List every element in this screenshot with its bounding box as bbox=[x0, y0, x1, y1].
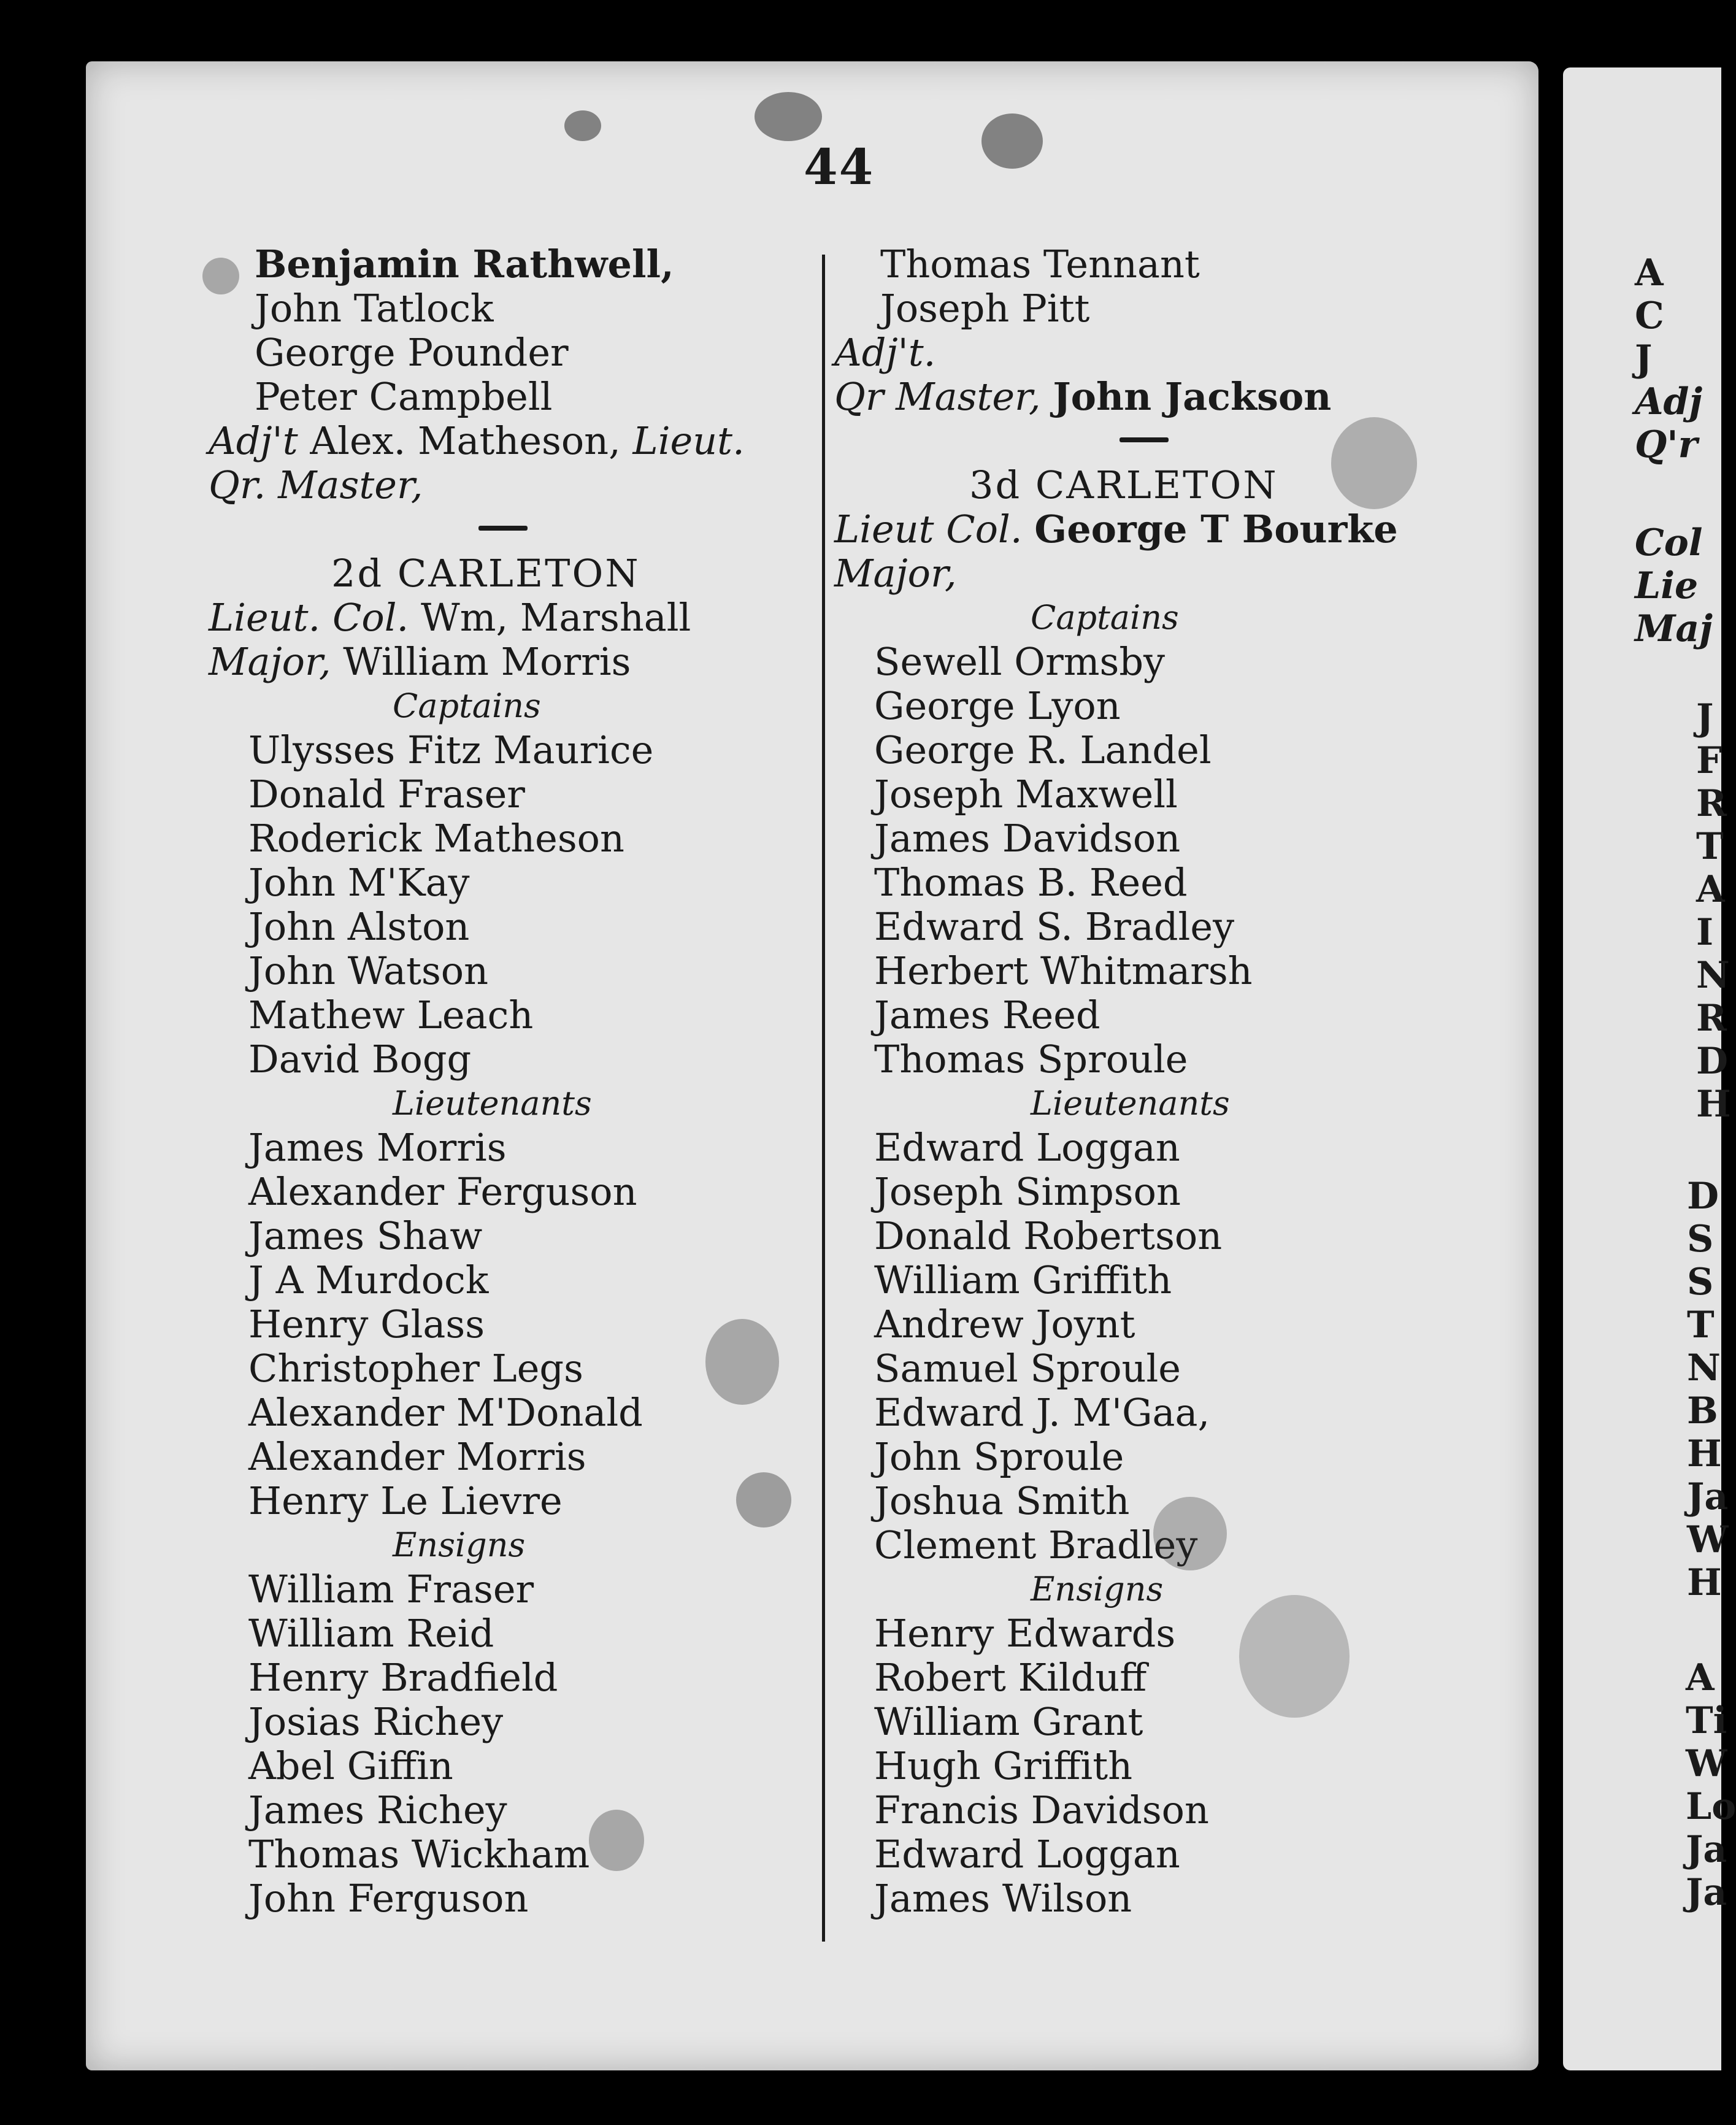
adjacent-fragment: Ja bbox=[1686, 1828, 1727, 1871]
name-line: Joseph Pitt bbox=[880, 286, 1090, 331]
captain-name: John Watson bbox=[248, 948, 489, 993]
lieutenant-name: Henry Glass bbox=[248, 1302, 485, 1347]
ensign-name: Francis Davidson bbox=[874, 1788, 1209, 1832]
ensign-name: John Ferguson bbox=[248, 1876, 529, 1921]
ensigns-heading: Ensigns bbox=[1031, 1570, 1164, 1608]
adjutant-line bbox=[209, 419, 797, 463]
ensign-name: Josias Richey bbox=[248, 1699, 504, 1744]
lieutenant-name: Alexander Morris bbox=[248, 1434, 586, 1479]
lieutenant-name: J A Murdock bbox=[248, 1258, 489, 1302]
captain-name: Donald Fraser bbox=[248, 772, 525, 817]
adjacent-fragment: W bbox=[1687, 1518, 1729, 1561]
adjacent-fragment: D bbox=[1687, 1175, 1719, 1218]
stain bbox=[736, 1472, 791, 1527]
adjacent-fragment: J bbox=[1696, 696, 1714, 739]
ensign-name: Thomas Wickham bbox=[248, 1832, 590, 1877]
adjacent-fragment: T bbox=[1687, 1304, 1715, 1347]
adjutant-rank: Lieut. bbox=[632, 418, 745, 463]
stain bbox=[1153, 1497, 1227, 1570]
left-column bbox=[209, 242, 797, 1921]
lieutenant-name: Donald Robertson bbox=[874, 1213, 1223, 1258]
adjacent-fragment: J bbox=[1635, 337, 1653, 380]
adjacent-fragment: N bbox=[1687, 1347, 1721, 1389]
lieutenant-colonel-label: Lieut Col. bbox=[834, 507, 1023, 551]
adjacent-fragment: A bbox=[1686, 1656, 1715, 1699]
adjacent-fragment: H bbox=[1687, 1561, 1722, 1604]
quartermaster-line bbox=[834, 375, 1448, 419]
captain-name: John M'Kay bbox=[248, 860, 470, 905]
adjacent-fragment: T bbox=[1696, 825, 1724, 868]
lieutenant-colonel-line bbox=[834, 507, 1448, 551]
adjacent-fragment: A bbox=[1696, 868, 1725, 911]
stain bbox=[981, 113, 1043, 169]
lieutenants-heading: Lieutenants bbox=[1031, 1084, 1230, 1123]
stain bbox=[705, 1319, 779, 1405]
captain-name: Thomas B. Reed bbox=[874, 860, 1188, 905]
captain-name: George Lyon bbox=[874, 683, 1121, 728]
lieutenant-name: John Sproule bbox=[874, 1434, 1124, 1479]
captain-name: Joseph Maxwell bbox=[874, 772, 1178, 817]
lieutenant-name: Alexander M'Donald bbox=[248, 1390, 643, 1435]
name-line: Thomas Tennant bbox=[880, 242, 1200, 286]
quartermaster-label: Qr Master, bbox=[834, 374, 1041, 419]
adjacent-fragment: H bbox=[1696, 1083, 1731, 1126]
adjacent-fragment: A bbox=[1635, 252, 1664, 294]
ensign-name: Henry Edwards bbox=[874, 1611, 1176, 1656]
major-name: William Morris bbox=[343, 639, 631, 684]
ensign-name: William Reid bbox=[248, 1611, 494, 1656]
captain-name: John Alston bbox=[248, 904, 470, 949]
lieutenant-name: Edward J. M'Gaa, bbox=[874, 1390, 1210, 1435]
regiment-heading: 2d CARLETON bbox=[331, 551, 640, 596]
lieutenant-name: Andrew Joynt bbox=[874, 1302, 1135, 1347]
name-line: John Tatlock bbox=[255, 286, 494, 331]
adjacent-fragment: Ja bbox=[1687, 1475, 1729, 1518]
adjutant-label: Adj't. bbox=[834, 330, 936, 375]
adjacent-fragment: Lo bbox=[1686, 1785, 1736, 1828]
captain-name: Mathew Leach bbox=[248, 993, 534, 1037]
quartermaster-name: John Jackson bbox=[1053, 374, 1332, 419]
name-line: Benjamin Rathwell, bbox=[255, 242, 674, 286]
adjacent-fragment: B bbox=[1687, 1389, 1718, 1432]
stain bbox=[1331, 417, 1417, 509]
adjacent-fragment: R bbox=[1696, 782, 1727, 825]
captain-name: Edward S. Bradley bbox=[874, 904, 1235, 949]
stain bbox=[564, 110, 601, 141]
captains-heading: Captains bbox=[393, 686, 541, 725]
captain-name: Thomas Sproule bbox=[874, 1037, 1188, 1082]
captains-heading: Captains bbox=[1031, 598, 1179, 637]
major-line bbox=[209, 640, 797, 684]
adjutant-name: Alex. Matheson, bbox=[310, 418, 621, 463]
lieutenant-name: Samuel Sproule bbox=[874, 1346, 1181, 1391]
captain-name: David Bogg bbox=[248, 1037, 472, 1082]
ensign-name: James Wilson bbox=[874, 1876, 1132, 1921]
adjacent-fragment: R bbox=[1696, 997, 1727, 1040]
lieutenant-name: Clement Bradley bbox=[874, 1523, 1198, 1567]
lieutenant-name: Christopher Legs bbox=[248, 1346, 583, 1391]
name-line: George Pounder bbox=[255, 330, 569, 375]
adjacent-fragment: Adj bbox=[1635, 380, 1703, 423]
captain-name: Sewell Ormsby bbox=[874, 639, 1166, 684]
ensign-name: Hugh Griffith bbox=[874, 1743, 1133, 1788]
adjacent-fragment: S bbox=[1687, 1261, 1714, 1304]
captain-name: Ulysses Fitz Maurice bbox=[248, 728, 654, 772]
captain-name: George R. Landel bbox=[874, 728, 1212, 772]
lieutenant-colonel-label: Lieut. Col. bbox=[209, 595, 409, 640]
stain bbox=[202, 258, 239, 294]
major-label: Major, bbox=[209, 639, 331, 684]
stain bbox=[1239, 1595, 1350, 1718]
lieutenant-name: William Griffith bbox=[874, 1258, 1172, 1302]
lieutenants-heading: Lieutenants bbox=[393, 1084, 592, 1123]
captain-name: James Reed bbox=[874, 993, 1100, 1037]
adjacent-fragment: Maj bbox=[1635, 607, 1713, 650]
ensign-name: Abel Giffin bbox=[248, 1743, 453, 1788]
regiment-heading: 3d CARLETON bbox=[969, 463, 1278, 507]
lieutenant-name: Joseph Simpson bbox=[874, 1169, 1181, 1214]
section-separator bbox=[209, 507, 797, 551]
adjacent-fragment: D bbox=[1696, 1040, 1729, 1083]
adjacent-fragment: Col bbox=[1635, 521, 1703, 564]
ensign-name: William Fraser bbox=[248, 1567, 534, 1612]
adjacent-fragment: F bbox=[1696, 739, 1723, 782]
captain-name: Roderick Matheson bbox=[248, 816, 624, 861]
ensign-name: William Grant bbox=[874, 1699, 1143, 1744]
name-line: Peter Campbell bbox=[255, 374, 553, 419]
adjacent-fragment: Ti bbox=[1686, 1699, 1727, 1742]
lieutenant-colonel-name: Wm, Marshall bbox=[420, 595, 691, 640]
lieutenant-colonel-name: George T Bourke bbox=[1034, 507, 1398, 551]
adjacent-fragment: I bbox=[1696, 911, 1714, 954]
captain-name: James Davidson bbox=[874, 816, 1181, 861]
quartermaster-label: Qr. Master, bbox=[209, 463, 423, 507]
major-label: Major, bbox=[834, 551, 957, 596]
ensign-name: Edward Loggan bbox=[874, 1832, 1180, 1877]
page-number: 44 bbox=[804, 138, 875, 196]
adjacent-fragment: S bbox=[1687, 1218, 1714, 1261]
captain-name: Herbert Whitmarsh bbox=[874, 948, 1253, 993]
lieutenant-name: James Shaw bbox=[248, 1213, 483, 1258]
adjacent-fragment: Lie bbox=[1635, 564, 1699, 607]
lieutenant-name: Edward Loggan bbox=[874, 1125, 1180, 1170]
stain bbox=[755, 92, 822, 141]
adjacent-fragment: W bbox=[1686, 1742, 1727, 1785]
ensign-name: James Richey bbox=[248, 1788, 507, 1832]
lieutenant-name: Alexander Ferguson bbox=[248, 1169, 637, 1214]
ensigns-heading: Ensigns bbox=[393, 1526, 526, 1564]
adjacent-fragment: N bbox=[1696, 954, 1730, 997]
adjacent-fragment: Ja bbox=[1686, 1871, 1727, 1914]
adjacent-fragment: Q'r bbox=[1635, 423, 1698, 466]
adjacent-fragment: H bbox=[1687, 1432, 1722, 1475]
adjacent-fragment: C bbox=[1635, 294, 1664, 337]
lieutenant-name: Henry Le Lievre bbox=[248, 1478, 563, 1523]
column-divider bbox=[822, 255, 825, 1942]
lieutenant-colonel-line bbox=[209, 596, 797, 640]
adjutant-label: Adj't bbox=[209, 418, 298, 463]
lieutenant-name: Joshua Smith bbox=[874, 1478, 1130, 1523]
ensign-name: Henry Bradfield bbox=[248, 1655, 558, 1700]
ensign-name: Robert Kilduff bbox=[874, 1655, 1147, 1700]
stain bbox=[589, 1810, 644, 1871]
lieutenant-name: James Morris bbox=[248, 1125, 507, 1170]
